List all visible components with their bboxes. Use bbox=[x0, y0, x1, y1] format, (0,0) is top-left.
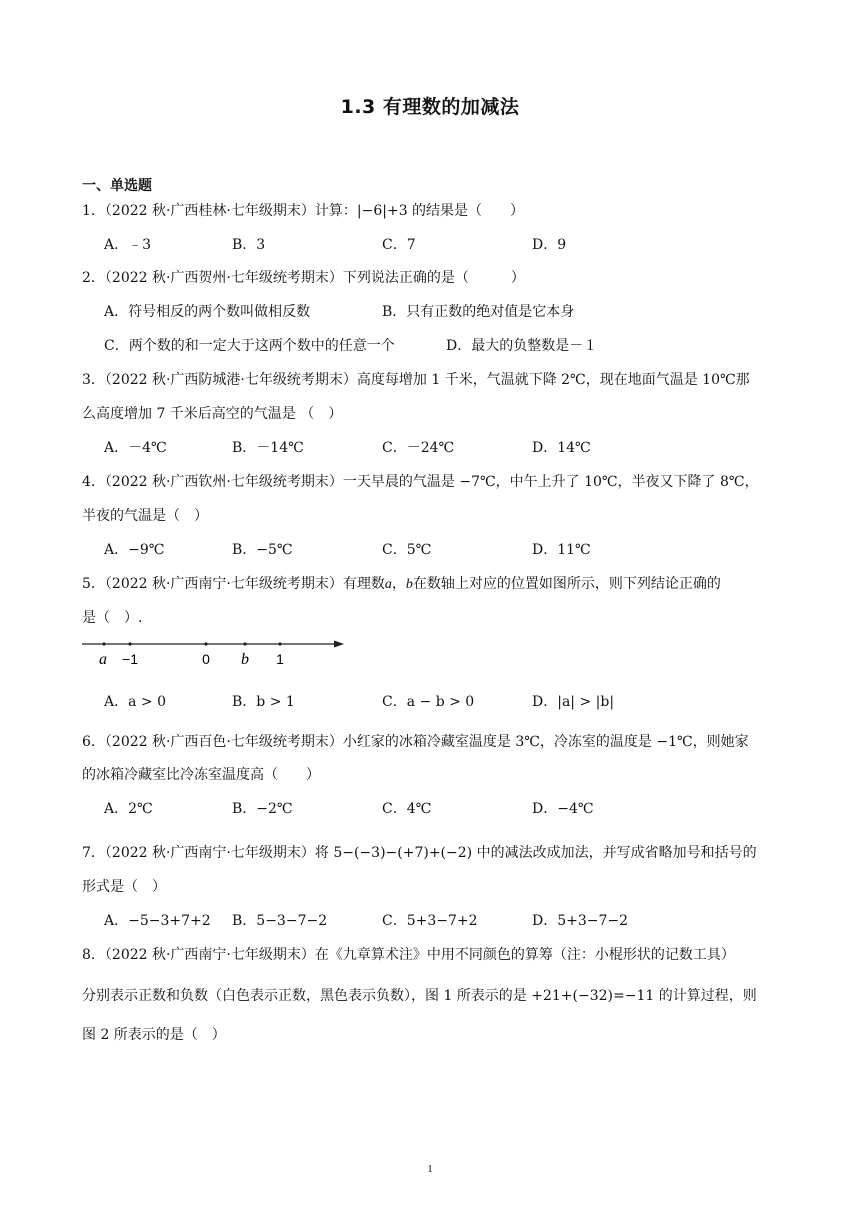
question-1-option-d: D．9 bbox=[532, 237, 567, 253]
question-4-stem-line-1: 4．（2022 秋·广西钦州·七年级统考期末）一天早晨的气温是 −7℃，中午上升了 10℃，半夜又下降了 8℃， bbox=[82, 474, 759, 490]
question-4-option-b: B．−5℃ bbox=[232, 542, 293, 558]
number-line-arrow bbox=[334, 641, 344, 648]
question-7-stem-line-2: 形式是（ ） bbox=[82, 879, 166, 895]
question-5-comma: ， bbox=[391, 576, 406, 592]
variable-b: b bbox=[405, 577, 413, 592]
question-6-option-d: D．−4℃ bbox=[532, 801, 594, 817]
question-7-stem-line-1: 7．（2022 秋·广西南宁·七年级期末）将 5−(−3)−(+7)+(−2) 中的减法改成加法，并写成省略加号和括号的 bbox=[82, 845, 757, 861]
question-1-stem: 1．（2022 秋·广西桂林·七年级期末）计算：|−6|+3 的结果是（ ） bbox=[82, 203, 525, 219]
point-0 bbox=[204, 642, 207, 645]
question-3-option-a: A．－4℃ bbox=[104, 440, 167, 456]
question-6-stem-line-2: 的冰箱冷藏室比冷冻室温度高（ ） bbox=[82, 767, 320, 783]
point-a bbox=[102, 642, 105, 645]
point-b bbox=[243, 642, 246, 645]
label-b: b bbox=[241, 651, 249, 668]
question-6-option-a: A．2℃ bbox=[104, 801, 153, 817]
question-4-stem-line-2: 半夜的气温是（ ） bbox=[82, 508, 208, 524]
question-5-stem-line-1 bbox=[82, 574, 721, 595]
question-7-option-d: D．5+3−7−2 bbox=[532, 913, 629, 929]
question-2-option-a: A．符号相反的两个数叫做相反数 bbox=[104, 304, 311, 320]
number-line-figure bbox=[82, 634, 352, 670]
page-title: 1.3 有理数的加减法 bbox=[340, 96, 520, 118]
question-3-option-c: C．－24℃ bbox=[382, 440, 455, 456]
question-1-option-c: C．7 bbox=[382, 237, 416, 253]
question-7-option-b: B．5−3−7−2 bbox=[232, 913, 328, 929]
question-1-option-b: B．3 bbox=[232, 237, 266, 253]
question-2-option-d: D．最大的负整数是－１ bbox=[446, 338, 598, 354]
point-1 bbox=[278, 642, 281, 645]
question-8-stem-line-1: 8．（2022 秋·广西南宁·七年级期末）在《九章算术注》中用不同颜色的算筹（注：小棍形状的记数工具） bbox=[82, 947, 735, 963]
question-2-option-b: B．只有正数的绝对值是它本身 bbox=[382, 304, 575, 320]
question-5-option-d: D．|a| > |b| bbox=[532, 694, 615, 710]
question-6-stem-line-1: 6．（2022 秋·广西百色·七年级统考期末）小红家的冰箱冷藏室温度是 3℃，冷冻室的温度是 −1℃，则她家 bbox=[82, 734, 749, 750]
question-5-option-c: C．a − b > 0 bbox=[382, 694, 475, 710]
question-4-option-d: D．11℃ bbox=[532, 542, 591, 558]
page-number: 1 bbox=[427, 1163, 433, 1175]
question-7-option-a: A．−5−3+7+2 bbox=[104, 913, 211, 929]
question-5-stem-line-2: 是（ ）. bbox=[82, 610, 143, 626]
question-1-option-a: A．﹣3 bbox=[104, 237, 152, 253]
question-2-option-c: C．两个数的和一定大于这两个数中的任意一个 bbox=[104, 338, 395, 354]
question-3-stem-line-1: 3．（2022 秋·广西防城港·七年级统考期末）高度每增加 1 千米，气温就下降 2℃，现在地面气温是 10℃那 bbox=[82, 372, 750, 388]
question-6-option-b: B．−2℃ bbox=[232, 801, 293, 817]
question-3-option-b: B．－14℃ bbox=[232, 440, 304, 456]
label-minus-1: −1 bbox=[122, 651, 138, 667]
label-0: 0 bbox=[202, 651, 210, 667]
question-4-option-a: A．−9℃ bbox=[104, 542, 165, 558]
section-heading: 一、单选题 bbox=[82, 178, 152, 194]
question-8-stem-line-2: 分别表示正数和负数（白色表示正数，黑色表示负数），图 1 所表示的是 +21+(−32)=−11 的计算过程，则 bbox=[82, 988, 757, 1004]
question-5-stem-head: 5．（2022 秋·广西南宁·七年级统考期末）有理数 bbox=[82, 576, 385, 592]
question-5-option-b: B．b > 1 bbox=[232, 694, 295, 710]
question-3-option-d: D．14℃ bbox=[532, 440, 591, 456]
label-a: a bbox=[99, 651, 107, 668]
question-8-stem-line-3: 图 2 所表示的是（ ） bbox=[82, 1027, 226, 1043]
question-3-stem-line-2: 么高度增加 7 千米后高空的气温是 （ ） bbox=[82, 406, 343, 422]
variable-a: a bbox=[384, 577, 392, 592]
question-2-stem: 2．（2022 秋·广西贺州·七年级统考期末）下列说法正确的是（ ） bbox=[82, 270, 525, 286]
question-7-option-c: C．5+3−7+2 bbox=[382, 913, 478, 929]
question-5-stem-tail: 在数轴上对应的位置如图所示，则下列结论正确的 bbox=[412, 576, 721, 592]
question-6-option-c: C．4℃ bbox=[382, 801, 432, 817]
question-5-option-a: A．a > 0 bbox=[104, 694, 166, 710]
point-minus-1 bbox=[128, 642, 131, 645]
question-4-option-c: C．5℃ bbox=[382, 542, 432, 558]
label-1: 1 bbox=[276, 651, 284, 667]
